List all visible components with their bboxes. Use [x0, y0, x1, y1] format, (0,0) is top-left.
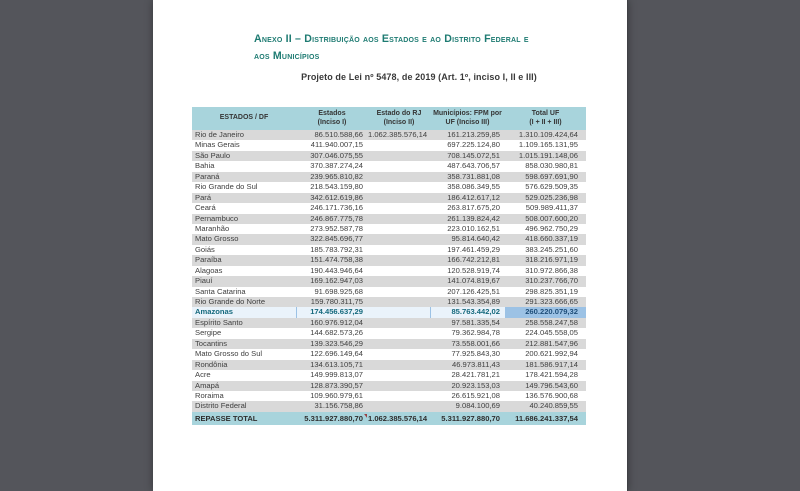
table-row [192, 318, 586, 328]
table-row [192, 245, 586, 255]
cell-total: 136.576.900,68 [525, 390, 578, 400]
cell-inciso1: 31.156.758,86 [314, 401, 363, 411]
cell-estado: Pernambuco [195, 213, 239, 223]
table-row [192, 307, 586, 317]
cell-inciso3: 697.225.124,80 [447, 140, 500, 150]
cell-estado: Roraima [195, 390, 224, 400]
cell-inciso3: 79.362.984,78 [451, 328, 500, 338]
cell-inciso3: 97.581.335,54 [451, 317, 500, 327]
cell-inciso3: 197.461.459,29 [447, 244, 500, 254]
total-row [192, 412, 586, 425]
cell-inciso2 [368, 151, 430, 161]
cell-inciso2 [368, 391, 430, 401]
column-header-label: ESTADOS / DF [219, 114, 269, 122]
cell-estado: Acre [195, 370, 211, 380]
cell-inciso1: 190.443.946,64 [310, 265, 363, 275]
table-row [192, 370, 586, 380]
table-row [192, 349, 586, 359]
cell-inciso3: 46.973.811,43 [452, 359, 500, 369]
cell-estado: Distrito Federal [195, 401, 247, 411]
table-row [192, 339, 586, 349]
cell-inciso3: 263.817.675,20 [447, 203, 500, 213]
cell-total: 529.025.236,98 [525, 192, 578, 202]
cell-total: 310.237.766,70 [525, 276, 578, 286]
cell-total: 1.310.109.424,64 [518, 130, 578, 139]
cell-inciso2 [368, 234, 430, 244]
cell-inciso1: 151.474.758,38 [310, 255, 363, 265]
cell-total: 318.216.971,19 [525, 255, 578, 265]
cell-inciso1: 149.999.813,07 [310, 370, 363, 380]
cell-estado: Rio Grande do Sul [195, 182, 258, 192]
cell-estado: Pará [195, 192, 212, 202]
table-row [192, 161, 586, 171]
cell-inciso2 [368, 266, 430, 276]
cell-inciso2 [368, 360, 430, 370]
cell-estado: Rio Grande do Norte [195, 297, 266, 306]
cell-inciso1: 239.965.810,82 [310, 171, 363, 181]
cell-inciso2 [368, 161, 430, 171]
cell-estado: Santa Catarina [195, 286, 246, 296]
cell-inciso1: 218.543.159,80 [310, 182, 363, 192]
cell-inciso1: 122.696.149,64 [310, 349, 363, 359]
cell-inciso1: 91.698.925,68 [314, 286, 363, 296]
cell-inciso2 [368, 318, 430, 328]
cell-inciso3: 9.084.100,69 [455, 401, 500, 411]
cell-inciso1: 174.456.637,29 [296, 307, 368, 317]
cell-estado: Amazonas [195, 307, 233, 317]
cell-total: 40.240.859,55 [529, 401, 578, 411]
page-title-line2: aos Municípios [254, 50, 320, 62]
cell-estado: Maranhão [195, 223, 230, 233]
cell-inciso3: 186.412.617,12 [447, 192, 500, 202]
cell-inciso3: 26.615.921,08 [451, 390, 500, 400]
cell-inciso3: 20.923.153,03 [451, 380, 500, 390]
cell-inciso2 [368, 276, 430, 286]
cell-inciso1: 307.046.075,55 [310, 150, 363, 160]
page-subtitle: Projeto de Lei nº 5478, de 2019 (Art. 1º, inciso I, II e III) [301, 72, 537, 82]
cell-inciso2 [368, 381, 430, 391]
cell-inciso1: 246.171.736,16 [310, 203, 363, 213]
table-row [192, 381, 586, 391]
cell-estado: Mato Grosso do Sul [195, 349, 263, 359]
cell-inciso2 [368, 349, 430, 359]
cell-inciso1: 342.612.619,86 [310, 192, 363, 202]
cell-inciso3: 166.742.212,81 [447, 255, 500, 265]
cell-inciso3: 487.643.706,57 [447, 161, 500, 171]
cell-estado: Mato Grosso [195, 234, 239, 244]
column-header-inciso3 [430, 107, 505, 130]
comment-marker-icon [364, 414, 367, 418]
cell-inciso1: 109.960.979,61 [310, 390, 363, 400]
cell-inciso1: 160.976.912,04 [310, 317, 363, 327]
cell-estado: Piauí [195, 276, 213, 286]
table-row [192, 360, 586, 370]
cell-inciso3: 28.421.781,21 [451, 370, 500, 380]
table-row [192, 151, 586, 161]
page-title-line1: Anexo II – Distribuição aos Estados e ao Distrito Federal e [254, 33, 529, 45]
cell-inciso1: 86.510.588,66 [314, 130, 363, 139]
column-header-label: Municípios: FPM por [433, 110, 502, 118]
table-row [192, 255, 586, 265]
total-row-total: 11.686.241.337,54 [515, 413, 578, 423]
cell-total: 1.109.165.131,95 [518, 140, 578, 150]
cell-total: 858.030.980,81 [525, 161, 578, 171]
total-row-inciso2: 1.062.385.576,14 [368, 413, 428, 423]
table-row [192, 297, 586, 307]
table-row [192, 234, 586, 244]
total-row-inciso3: 5.311.927.880,70 [441, 413, 500, 423]
table-row [192, 182, 586, 192]
cell-inciso3: 120.528.919,74 [447, 265, 500, 275]
cell-estado: Paraná [195, 171, 220, 181]
cell-inciso2 [368, 297, 430, 307]
cell-inciso2 [368, 172, 430, 182]
cell-inciso1: 144.682.573,26 [310, 328, 363, 338]
cell-total: 310.972.866,38 [525, 265, 578, 275]
cell-inciso1: 169.162.947,03 [310, 276, 363, 286]
cell-total: 576.629.509,35 [525, 182, 578, 192]
cell-estado: Sergipe [195, 328, 222, 338]
cell-estado: Goiás [195, 244, 215, 254]
table-body [192, 130, 586, 412]
cell-inciso3: 358.086.349,55 [447, 182, 500, 192]
table-row [192, 224, 586, 234]
column-header-estados-df [192, 107, 296, 130]
table-header-row [192, 107, 586, 130]
table-row [192, 214, 586, 224]
total-row-inciso1-value: 5.311.927.880,70 [304, 413, 363, 423]
table-row [192, 140, 586, 150]
cell-inciso1: 134.613.105,71 [310, 359, 363, 369]
cell-estado: Rio de Janeiro [195, 130, 244, 139]
cell-estado: Ceará [195, 203, 216, 213]
column-header-label: Total UF [531, 110, 560, 118]
table-row [192, 172, 586, 182]
distribution-table [192, 107, 586, 425]
cell-inciso3: 223.010.162,51 [447, 223, 500, 233]
cell-inciso3: 207.126.425,51 [447, 286, 500, 296]
cell-estado: Espírito Santo [195, 317, 243, 327]
column-header-inciso1 [296, 107, 368, 130]
table-row [192, 401, 586, 411]
cell-total: 383.245.251,60 [525, 244, 578, 254]
cell-total: 181.586.917,14 [525, 359, 578, 369]
cell-total: 149.796.543,60 [525, 380, 578, 390]
table-row [192, 266, 586, 276]
cell-inciso2 [368, 224, 430, 234]
cell-total: 598.697.691,90 [525, 171, 578, 181]
cell-inciso3: 77.925.843,30 [451, 349, 500, 359]
column-header-label: (Inciso II) [383, 118, 415, 126]
column-header-total [505, 107, 586, 130]
table-row [192, 391, 586, 401]
cell-inciso3: 95.814.640,42 [451, 234, 500, 244]
cell-inciso1: 411.940.007,15 [310, 140, 363, 150]
cell-inciso3: 131.543.354,89 [447, 297, 500, 306]
column-header-label: UF (Inciso III) [445, 118, 490, 126]
table-row [192, 328, 586, 338]
cell-inciso2 [368, 328, 430, 338]
cell-total: 418.660.337,19 [525, 234, 578, 244]
table-row [192, 130, 586, 140]
cell-total: 178.421.594,28 [525, 370, 578, 380]
cell-total: 224.045.558,05 [525, 328, 578, 338]
column-header-label: Estado do RJ [376, 110, 422, 118]
cell-estado: Alagoas [195, 265, 223, 275]
cell-inciso2 [368, 193, 430, 203]
column-header-label: Estados [318, 110, 346, 118]
cell-inciso1: 370.387.274,24 [310, 161, 363, 171]
cell-estado: São Paulo [195, 150, 231, 160]
total-row-inciso1 [296, 412, 368, 425]
cell-total: 298.825.351,19 [525, 286, 578, 296]
cell-inciso2 [368, 140, 430, 150]
cell-total: 291.323.666,65 [525, 297, 578, 306]
cell-estado: Paraíba [195, 255, 222, 265]
cell-total: 1.015.191.148,06 [518, 150, 578, 160]
cell-estado: Rondônia [195, 359, 228, 369]
total-row-label: REPASSE TOTAL [195, 413, 258, 423]
cell-inciso1: 273.952.587,78 [310, 223, 363, 233]
cell-inciso3: 85.763.442,02 [430, 307, 505, 317]
cell-inciso3: 73.558.001,66 [451, 338, 500, 348]
cell-total: 200.621.992,94 [525, 349, 578, 359]
document-page [153, 0, 628, 491]
cell-total: 496.962.750,29 [525, 223, 578, 233]
cell-inciso2 [368, 203, 430, 213]
cell-inciso3: 708.145.072,51 [447, 150, 500, 160]
cell-inciso2 [368, 339, 430, 349]
cell-inciso2 [368, 214, 430, 224]
column-header-label: (I + II + III) [529, 118, 562, 126]
cell-total: 212.881.547,96 [525, 338, 578, 348]
cell-inciso1: 185.783.792,31 [310, 244, 363, 254]
cell-inciso2 [368, 255, 430, 265]
cell-inciso1: 159.780.311,75 [310, 297, 363, 306]
cell-inciso2 [368, 245, 430, 255]
cell-inciso1: 246.867.775,78 [310, 213, 363, 223]
cell-inciso1: 139.323.546,29 [310, 338, 363, 348]
cell-total: 260.220.079,32 [505, 307, 586, 317]
table-row [192, 276, 586, 286]
cell-inciso1: 128.873.390,57 [310, 380, 363, 390]
cell-inciso3: 358.731.881,08 [447, 171, 500, 181]
cell-inciso2 [368, 401, 430, 411]
cell-estado: Bahia [195, 161, 215, 171]
cell-inciso2 [368, 370, 430, 380]
title-block [254, 31, 584, 82]
cell-inciso3: 261.139.824,42 [447, 213, 500, 223]
cell-total: 508.007.600,20 [525, 213, 578, 223]
table-row [192, 287, 586, 297]
cell-total: 509.989.411,37 [525, 203, 578, 213]
page-title [254, 31, 584, 65]
column-header-label: (Inciso I) [317, 118, 347, 126]
cell-estado: Amapá [195, 380, 220, 390]
cell-inciso2 [368, 307, 430, 317]
cell-estado: Minas Gerais [195, 140, 240, 150]
table-row [192, 193, 586, 203]
table-row [192, 203, 586, 213]
cell-total: 258.558.247,58 [525, 317, 578, 327]
column-header-inciso2 [368, 107, 430, 130]
cell-inciso2 [368, 182, 430, 192]
cell-inciso3: 141.074.819,67 [447, 276, 500, 286]
cell-inciso1: 322.845.696,77 [310, 234, 363, 244]
cell-inciso2 [368, 287, 430, 297]
cell-inciso2: 1.062.385.576,14 [368, 130, 428, 139]
cell-inciso3: 161.213.259,85 [447, 130, 500, 139]
cell-estado: Tocantins [195, 338, 228, 348]
